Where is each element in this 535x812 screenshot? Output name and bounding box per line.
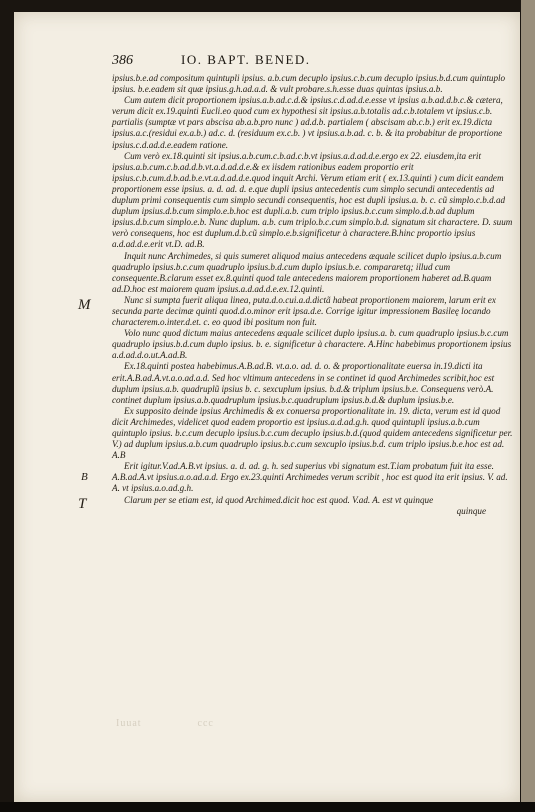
running-title: IO. BAPT. BENED. [181, 52, 311, 67]
page-edge-right [521, 0, 535, 812]
paragraph: Ex.18.quinti postea habebimus.A.B.ad.B. vt.a.o. ad. d. o. & proportionalitate euersa in.19.dicti ita erit.A.B.ad.A.vt.a.o.ad.a.d. Sed hoc vltimum antecedens in se continet id quod Archimedes scribit,hoc est duplum ipsius.a.b. quadruplũ ipsius b. c. sexcuplum ipsius. b.d.& triplum ipsius.b.e. Consequens verò.A. continet duplum ipsius.a.b.quadruplum ipsius.b.c.quadruplum ipsius.b.d.& duplum ipsius.b.e. [112, 361, 495, 405]
paragraph: Cum autem dicit proportionem ipsius.a.b.ad.c.d.& ipsius.c.d.ad.d.e.esse vt ipsius a.b.ad.d.b.c.& cætera, verum dicit ex.19.quinti Eucli.eo quod cum ex hypothesi sit ipsius.a.b.totalis ad.c.b.totalem vt ipsius.c.b. partialis (sumptæ vt pars abscisa ab.a.b.pro nunc ) ad.d.b. partialem ( abscisam ab.c.b.) erit ex.19.dicta ipsius.a.c.(residui ex.a.b.) ad.c. d. (residuum ex.c.b. ) vt ipsius.a.b.ad. c. b. & ita probabitur de proportione ipsius.c.d.ad.d.e.eadem ratione. [112, 95, 503, 150]
catchword: quinque [456, 505, 486, 516]
paragraph: Volo nunc quod dictum maius antecedens æquale scilicet duplo ipsius.a. b. cum quadruplo ipsius.b.c.cum quadruplo ipsius.b.d.cum duplo ipsius. b. e. significetur à charactere. A.Hinc habebimus proportionem ipsius a.d.ad.d.o.ut.A.ad.B. [112, 328, 512, 361]
margin-note-t: T [78, 496, 87, 512]
bleed-through [116, 712, 246, 734]
paragraph: Inquit nunc Archimedes, si quis sumeret aliquod maius antecedens æquale scilicet duplo ipsius.a.b.cum quadruplo ipsius.b.c.cum quadruplo ipsius.b.d.cum duplo ipsius.b.e. compararetq; illud cum consequente.B.clarum esset ex.8.quinti quod tale antecedens maiorem proportionem haberet ad.B.quam ad.D.hoc est maiorem quam ipsius.a.d.ad.d.e.ex.12.quinti. [112, 250, 502, 294]
page-edge-bottom [0, 802, 535, 812]
paragraph: Nunc si sumpta fuerit aliqua linea, puta.d.o.cui.a.d.dictã habeat proportionem maiorem, larum erit ex secunda parte decimæ quinti quod.d.o.minor erit ipsa.d.e. Corrige igitur impressionem Basileę locando characterem.o.inter.d.et. c. eo quod ibi positum non fuit. [112, 294, 496, 328]
margin-note-b: B [81, 471, 88, 483]
bleed-through-right: ccc [197, 717, 214, 729]
paragraph: Clarum per se etiam est, id quod Archimed.dicit hoc est quod. V.ad. A. est vt quinque [124, 494, 434, 505]
paragraph: Ex supposito deinde ipsius Archimedis & ex conuersa proportionalitate in. 19. dicta, verum est id quod dicit Archimedes, videlicet quod eadem proportio est ipsius.a.d.ad.g.h. quod quintupli ipsius.a.b.cum quintuplo ipsius. b.c.cum decuplo ipsius.b.c.cum decuplo ipsius.b.d.(quod quidem antecedens significetur per. V.) ad duplum ipsius.a.b.cum quadruplo ipsius.b.c.cum sexcuplo ipsius.b.d. cum triplo ipsius.b.e.hoc est ad. A.B [112, 405, 513, 461]
paragraph: ipsius.b.e.ad compositum quintupli ipsius. a.b.cum decuplo ipsius.c.b.cum decuplo ipsius.b.d.cum quintuplo ipsius. b.e.eadem sit quæ ipsius.g.h.ad.a.d. & vult probare.s.h.esse duas quintas ipsius.a.b. [112, 73, 506, 95]
paragraph: Erit igitur.V.ad.A.B.vt ipsius. a. d. ad. g. h. sed superius vbi signatum est.T.iam probatum fuit ita esse. A.B.ad.A.vt ipsius.a.o.ad.a.d. Ergo ex.23.quinti Archimedes verum scribit , hoc est quod ita erit ipsius. V. ad. A. vt ipsius.a.o.ad.g.h. [112, 461, 508, 494]
book-page [14, 12, 520, 802]
bleed-through-left: Iuuat [116, 717, 142, 729]
paragraph: Cum verò ex.18.quinti sit ipsius.a.b.cum.c.b.ad.c.b.vt ipsius.a.d.ad.d.e.ergo ex 22. eiusdem,ita erit ipsius.a.b.cum.c.b.ad.d.b.vt.a.d.ad.d.e.& ex iisdem rationibus eadem proportio erit ipsius.c.b.cum.d.b.ad.b.e.vt.a.d.ad.d.e.quod inquit Archi. Verum etiam erit ( ex.13.quinti ) cum dicit eandem proportionem esse ipsius. a. d. ad. d. e.que dupli ipsius antecedentis cum simplo secundi antecedentis ad duplum primi consequentis cum simplo secundi consequentis, hoc est dupli ipsius.a. b. c. cũ simplo.c.b.d.ad duplum ipsius.d.b.cum simplo.e.b.hoc est dupli.a.b. cum triplo ipsius.b.c.cum simplo.d.b.ad duplum ipsius.d.b.cum simplo.e.b. Nunc duplum. a.b. cum triplo.b.c.cum simplo.b.d. signatum sit charactere. D. suum verò consequens, hoc est duplum.d.b.cũ simplo.e.b.significetur à charactere.B.hinc proportio ipsius a.d.ad.d.e.erit vt.D. ad.B. [112, 150, 513, 250]
margin-note-m: M [78, 297, 91, 313]
running-header [112, 52, 508, 70]
page-number: 386 [112, 53, 133, 68]
text-body [112, 73, 514, 517]
